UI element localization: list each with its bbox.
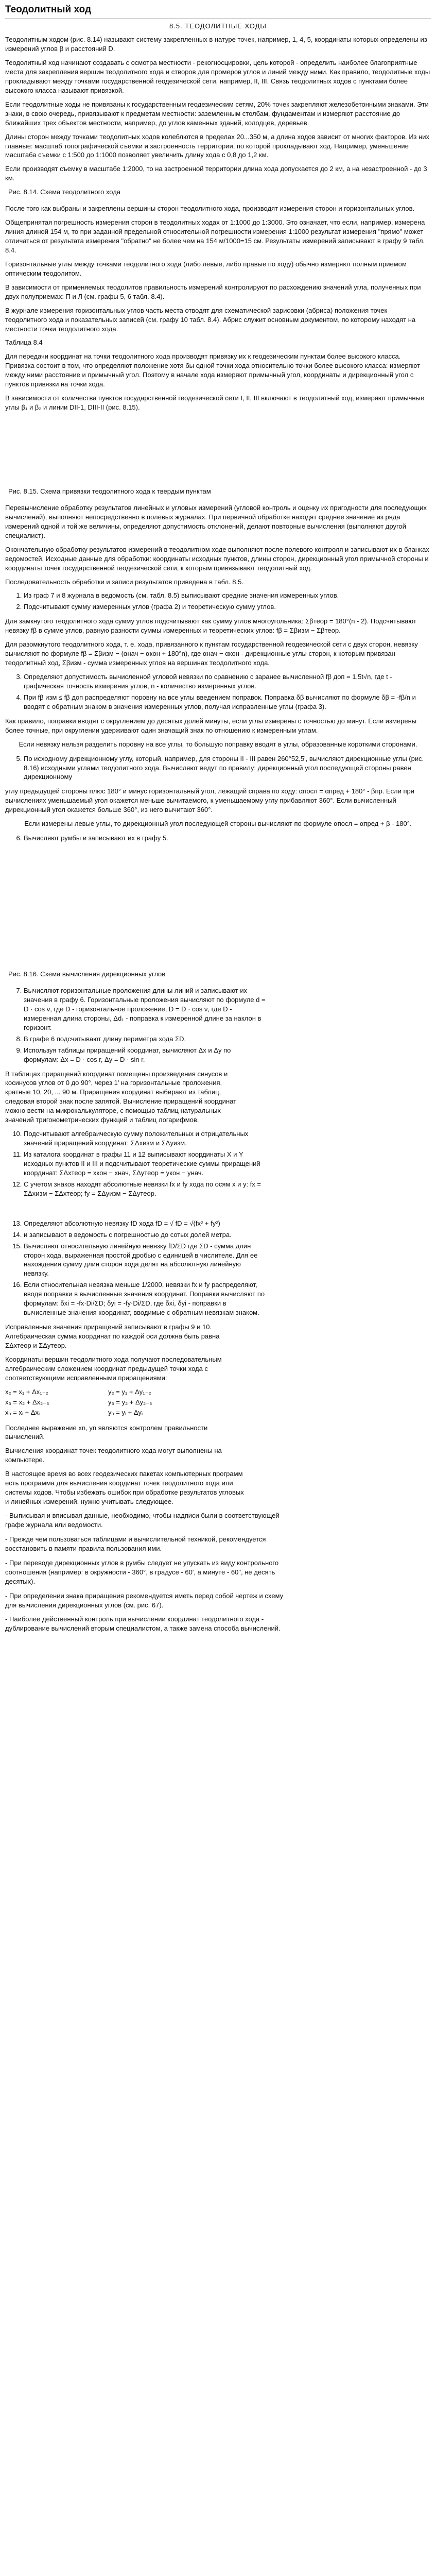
paragraph: Перевычисление обработку результатов линейных и угловых измерений (угловой контроль и оценку их пригодности для последующих вычислений), выполняют непосредственно в полевых журналах. При первичной обработке находят среднее значение из ряда измерений одной и той же величины, определяют допустимость отклонений, делают повторные вычисления (выполняют другой специалист). [5,503,427,539]
list-item: 3. Определяют допустимость вычисленной угловой невязки по сравнению с заранее вычисленной fβ доп = 1,5t√n, где t - графическая точность измерения углов, n - количество измеренных углов. [24,672,431,691]
paragraph: Длины сторон между точками теодолитных ходов колеблются в пределах 20...350 м, а длина ходов зависит от многих факторов. Из них главные: масштаб топографической съемки и застроенность территории, по которой прокладывают ход. Например, уменьшение масштаба съемки с 1:500 до 1:1000 позволяет увеличить длину хода с 0,8 до 1,2 км. [5,132,430,159]
steps-list [5,672,431,711]
list-item: 2. Подсчитывают сумму измеренных углов (графа 2) и теоретическую сумму углов. [24,602,431,612]
coordinate-formula: x₃ = x₂ + Δx₂₋₃ [5,1398,49,1406]
list-item: 1. Из граф 7 и 8 журнала в ведомость (см. табл. 8.5) выписывают средние значения измеренных углов. [24,591,431,600]
paragraph: Последнее выражение xn, yn являются контролем правильности вычислений. [5,1423,208,1441]
coordinate-formula: y₂ = y₁ + Δy₁₋₂ [108,1387,151,1396]
figure-placeholder [5,417,431,484]
paragraph: Теодолитный ход начинают создавать с осмотра местности - рекогносцировки, цель которой - определить наиболее благоприятные места для закрепления вершин теодолитного хода и створов для промеров углов и линий между ними. Как правило, теодолитные ходы прокладывают между точками государственной геодезической сети, например, II, III. Связь теодолитных ходов с пунктами более высокого класса называют привязкой. [5,59,430,94]
list-item: - При определении знака приращения рекомендуется иметь перед собой чертеж и схему для вычисления дирекционных углов (см. рис. 67). [5,1591,293,1610]
paragraph: Координаты вершин теодолитного хода получают последовательным алгебраическим сложением координат предыдущей точки хода с соответствующими исправленными приращениями: [5,1355,222,1382]
paragraph: Если производят съемку в масштабе 1:2000, то на застроенной территории длина хода допускается до 2 км, а на незастроенной - до 3 км. [5,165,427,182]
spacer [5,1204,431,1219]
coordinate-formula: x₂ = x₁ + Δx₁₋₂ [5,1387,48,1396]
paragraph: Горизонтальные углы между точками теодолитного хода (либо левые, либо правые по ходу) обычно измеряют полным приемом оптическим теодолитом. [5,260,407,277]
paragraph: Окончательную обработку результатов измерений в теодолитном ходе выполняют после полевого контроля и записывают их в бланках ведомостей. Исходные данные для обработки: координаты исходных пунктов, длины сторон, дирекционный угол примычной стороны и координаты точек государственной геодезической сети, к которым привязывают теодолитный ход. [5,545,429,572]
paragraph: Если невязку нельзя разделить поровну на все углы, то большую поправку вводят в углы, образованные короткими сторонами. [19,740,417,748]
table-label: Таблица 8.4 [5,338,43,347]
section-title: 8.5. ТЕОДОЛИТНЫЕ ХОДЫ [169,22,267,30]
list-item: - Прежде чем пользоваться таблицами и вычислительной техникой, рекомендуется восстановить в памяти правила пользования ими. [5,1535,293,1553]
paragraph: Теодолитным ходом (рис. 8.14) называют систему закрепленных в натуре точек, например, 1, 4, 5, координаты которых определены из измерений углов β и расстояний D. [5,36,427,53]
steps-list [5,834,431,843]
list-item: 9. Используя таблицы приращений координат, вычисляют Δx и Δy по формулам: Δx = D · cos r, Δy = D · sin r. [24,1046,266,1064]
list-item-text: Определяют абсолютную невязку fD хода fD = √ [24,1219,173,1227]
paragraph: Вычисления координат точек теодолитного хода могут выполнены на компьютере. [5,1447,222,1464]
rules-list [5,1511,293,1633]
paragraph: Последовательность обработки и записи результатов приведена в табл. 8.5. [5,578,243,586]
paragraph: Если измерены левые углы, то дирекционный угол последующей стороны вычисляют по формуле αпосл = αпред + β - 180°. [24,820,412,828]
paragraph: Для разомкнутого теодолитного хода, т. е. хода, привязанного к пунктам государственной геодезической сети с двух сторон, невязку вычисляют по формуле fβ = Σβизм − (αнач − αкон + 180°n), где αнач − αкон - дирекционные углы сторон, к которым привязан теодолитный ход, Σβизм - сумма измеренных углов на вершинах теодолитного хода. [5,640,418,667]
formula: fD = √(fx² + fy²) [175,1219,220,1227]
paragraph: Для передачи координат на точки теодолитного хода производят привязку их к геодезическим пунктам более высокого класса. Привязка состоит в том, что определяют положение хотя бы одной точки хода относительно точки более высокого класса: измеряют между ними расстояние и примычный угол. Поэтому в начале хода измеряют примычный угол, координаты и дирекционный угол с пунктов привязки на точки хода. [5,352,420,388]
list-item: 10. Подсчитывают алгебраическую сумму положительных и отрицательных значений приращений координат: ΣΔxизм и ΣΔyизм. [24,1129,266,1148]
steps-list [5,986,266,1064]
paragraph: В журнале измерения горизонтальных углов часть места отводят для схематической зарисовки (абриса) положения точек теодолитного хода и показательных записей (см. графу 10 табл. 8.4). Абрис служит основным документом, по которому находят на местности точки теодолитного хода. [5,306,416,333]
list-item: - Выписывая и вписывая данные, необходимо, чтобы надписи были в соответствующей графе журнала или ведомости. [5,1511,293,1530]
list-item: - Наиболее действенный контроль при вычислении координат теодолитного хода - дублирование вычислений вторым специалистом, а также замена способа вычислений. [5,1615,293,1633]
figure-placeholder [5,848,431,967]
list-item: 8. В графе 6 подсчитывают длину периметра хода ΣD. [24,1035,266,1044]
list-item: - При переводе дирекционных углов в румбы следует не упускать из виду контрольного соотношения (например: в окружности - 360°, в градусе - 60', а минуте - 60", не десять десятых). [5,1558,293,1586]
paragraph: После того как выбраны и закреплены вершины сторон теодолитного хода, производят измерения сторон и горизонтальных углов. [5,205,415,213]
list-item: 12. С учетом знаков находят абсолютные невязки fx и fy хода по осям x и y: fx = ΣΔxизм − ΣΔxтеор; fy = ΣΔyизм − ΣΔyтеор. [24,1180,266,1198]
paragraph: Для замкнутого теодолитного хода сумму углов подсчитывают как сумму углов многоугольника: Σβтеор = 180°(n - 2). Подсчитывают невязку fβ в сумме углов, равную разности суммы измеренных и теоретических углов: fβ = Σβизм − Σβтеор. [5,617,416,635]
steps-list [5,1219,266,1317]
list-item: 6. Вычисляют румбы и записывают их в графу 5. [24,834,431,843]
paragraph: Как правило, поправки вводят с округлением до десятых долей минуты, если углы измерены с точностью до минут. Если измерены более точные, при округлении удерживают один значащий знак по отношению к измеренным углам. [5,717,417,734]
paragraph: В таблицах приращений координат помещены произведения синусов и косинусов углов от 0 до 90°, через 1' на горизонтальные проложения, кратные 10, 20, ... 90 м. Приращения координат выбирают из таблиц, следовая второй знак после запятой. Вычисление приращений координат можно вести на микрокалькуляторе, с помощью таблиц натуральных значений тригонометрических функций и таблиц логарифмов. [5,1070,237,1124]
paragraph: В зависимости от применяемых теодолитов правильность измерений контролируют по расхождению значений угла, полученных при двух полуприемах: П и Л (см. графы 5, 6 табл. 8.4). [5,283,421,300]
coordinate-formula: yₙ = yᵢ + Δyᵢ [108,1408,143,1416]
paragraph: Общепринятая погрешность измерения сторон в теодолитных ходах от 1:1000 до 1:3000. Это означает, что если, например, измерена линия длиной 154 м, то при заданной предельной относительной погрешности измерения 1:1000 результат измерения "прямо" может отличаться от результата измерения "обратно" не более чем на 154 м/1000=15 см. Результаты измерений записывают в графу 9 табл. 8.4. [5,218,425,254]
paragraph: Исправленные значения приращений записывают в графы 9 и 10. Алгебраическая сумма координат по каждой оси должна быть равна ΣΔxтеор и ΣΔyтеор. [5,1323,220,1349]
list-item: 11. Из каталога координат в графы 11 и 12 выписывают координаты X и Y исходных пунктов II и III и подсчитывают теоретические суммы приращений координат: ΣΔxтеор = xкон − xнач, ΣΔyтеор = yкон − yнач. [24,1150,266,1178]
paragraph: углу предыдущей стороны плюс 180° и минус горизонтальный угол, лежащий справа по ходу: αпосл = αпред + 180° - βпр. Если при вычислениях уменьшаемый угол окажется меньше вычитаемого, к уменьшаемому углу прибавляют 360°. Если вычисленный дирекционный угол окажется больше 360°, из него вычитают 360°. [5,787,415,814]
list-item [24,1219,266,1228]
figure-caption-8-14: Рис. 8.14. Схема теодолитного хода [8,188,121,196]
page-title: Теодолитный ход [5,3,431,19]
figure-caption-8-15: Рис. 8.15. Схема привязки теодолитного хода к твердым пунктам [8,487,211,496]
list-item: 4. При fβ изм ≤ fβ доп распределяют поровну на все углы введением поправок. Поправка δβ вычисляют по формуле δβ = -fβ/n и вводят с обратным знаком в значения измеренных углов, получая исправленные углы (графа 3). [24,693,431,711]
list-item: 5. По исходному дирекционному углу, который, например, для стороны II - III равен 260°52,5', вычисляют дирекционные углы (рис. 8.16) исходными углами теодолитного хода. Вычисляют ведут по правилу: дирекционный угол последующей стороны равен дирекционному [24,754,431,782]
coordinate-formula: y₃ = y₂ + Δy₂₋₃ [108,1398,152,1406]
paragraph: Если теодолитные ходы не привязаны к государственным геодезическим сетям, 20% точек закрепляют железобетонными знаками. Эти знаки, в свою очередь, привязывают к предметам местности: заземленным столбам, фундаментам и измеряют расстояние до ближайших трех объектов местности, например, до углов каменных зданий, колодцев, деревьев. [5,100,429,127]
figure-caption-8-16: Рис. 8.16. Схема вычисления дирекционных углов [8,970,166,978]
steps-list [5,754,431,782]
steps-list [5,591,431,612]
paragraph: В настоящее время во всех геодезических пакетах компьютерных программ есть программа для вычисления координат точек теодолитного хода или системы ходов. Чтобы избежать ошибок при обработке результатов угловых и линейных измерений, нужно учитывать следующее. [5,1470,244,1506]
paragraph: В зависимости от количества пунктов государственной геодезической сети I, II, III включают в теодолитный ход, измеряют примычные углы β₁ и β₂ и линии DII-1, DIII-II (рис. 8.15). [5,394,425,412]
steps-list [5,1129,266,1198]
list-item: 14. и записывают в ведомость с погрешностью до сотых долей метра. [24,1230,266,1240]
list-item: 15. Вычисляют относительную линейную невязку fD/ΣD где ΣD - сумма длин сторон хода, выраженная простой дробью с единицей в числителе. Для ее нахождения сумму длин сторон хода делят на абсолютную линейную невязку. [24,1242,266,1279]
coordinates-list [5,1387,211,1418]
list-item: 16. Если относительная невязка меньше 1/2000, невязки fx и fy распределяют, вводя поправки в вычисленные значения координат. Поправки вычисляют по формулам: δxi = -fx·Di/ΣD; δyi = -fy·Di/ΣD, где δxi, δyi - поправки в вычисленные значения координат, вводимые с обратным невязкам знаком. [24,1280,266,1317]
coordinate-formula: xₙ = xᵢ + Δxᵢ [5,1408,40,1416]
list-item: 7. Вычисляют горизонтальные проложения длины линий и записывают их значения в графу 6. Горизонтальные проложения вычисляют по формуле d = D · cos ν, где D - горизонтальное проложение, D = D · cos ν, где D - измеренная длина стороны, Δd₁ - поправка к измеренной длине за наклон в горизонт. [24,986,266,1032]
